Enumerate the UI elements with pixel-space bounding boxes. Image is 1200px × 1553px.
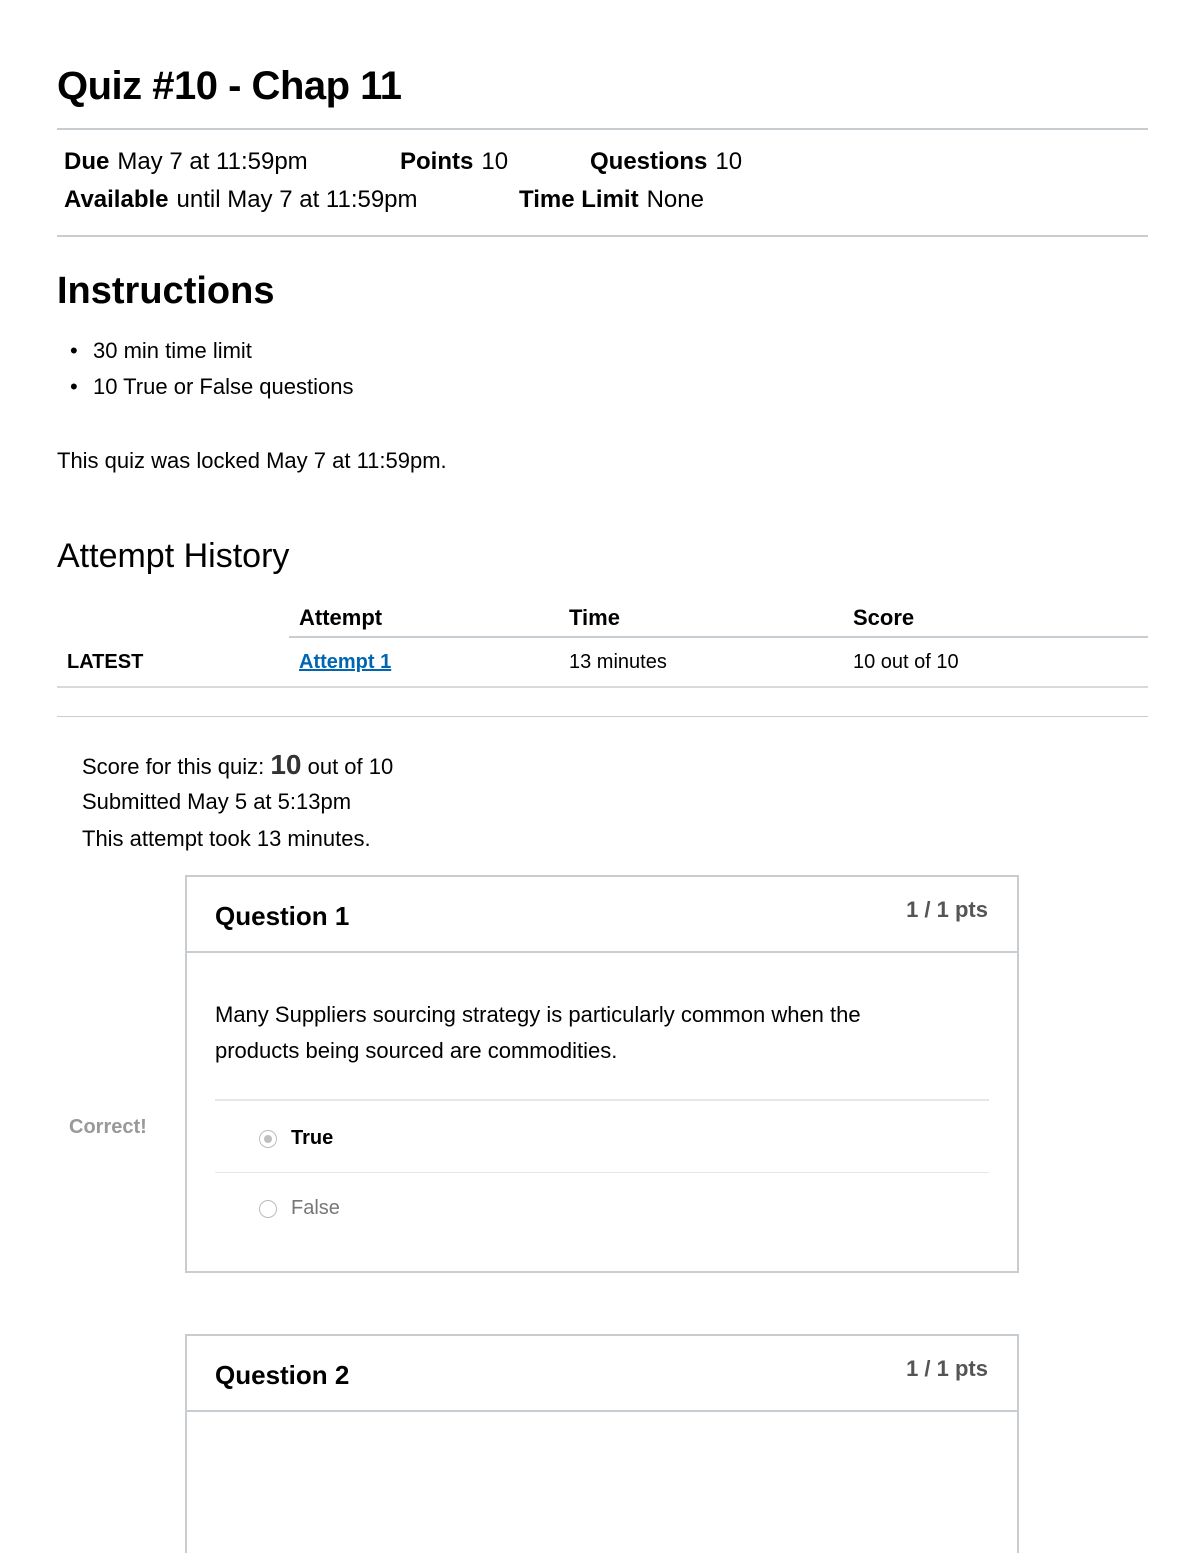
points-info: Points 10 xyxy=(400,148,509,175)
attempt-history-table xyxy=(57,598,1148,688)
score-summary xyxy=(82,750,393,861)
attempt-link[interactable]: Attempt 1 xyxy=(299,651,392,673)
score-value: 10 xyxy=(270,749,302,780)
question-card xyxy=(185,875,1019,1273)
question-card xyxy=(185,1334,1019,1553)
duration-line: This attempt took 13 minutes. xyxy=(82,826,371,851)
answer-divider xyxy=(215,1172,989,1173)
time-limit-info: Time Limit None xyxy=(519,186,704,213)
submitted-line: Submitted May 5 at 5:13pm xyxy=(82,789,352,814)
attempt-history-heading: Attempt History xyxy=(57,537,290,575)
answer-label: False xyxy=(291,1197,340,1219)
instruction-item: • 10 True or False questions xyxy=(70,374,353,410)
correct-indicator: Correct! xyxy=(69,1116,147,1138)
score-line: Score for this quiz: 10 out of 10 xyxy=(82,749,394,780)
question-header xyxy=(187,1336,1017,1412)
answer-option-true[interactable] xyxy=(259,1127,333,1150)
due-info: Due May 7 at 11:59pm xyxy=(64,148,308,175)
question-points: 1 / 1 pts xyxy=(906,1356,988,1381)
divider xyxy=(57,716,1148,717)
table-header xyxy=(57,598,1148,638)
instructions-list xyxy=(70,338,353,410)
lock-note: This quiz was locked May 7 at 11:59pm. xyxy=(57,448,447,473)
question-points: 1 / 1 pts xyxy=(906,897,988,922)
available-info: Available until May 7 at 11:59pm xyxy=(64,186,418,213)
question-header xyxy=(187,877,1017,953)
instruction-item: • 30 min time limit xyxy=(70,338,353,374)
question-text: Many Suppliers sourcing strategy is particularly common when the products being sourced are commodities. xyxy=(215,1002,861,1063)
page-title: Quiz #10 - Chap 11 xyxy=(57,64,402,108)
table-row xyxy=(57,638,1148,688)
attempt-status: LATEST xyxy=(67,651,144,673)
column-header-score: Score xyxy=(853,605,915,630)
question-title: Question 1 xyxy=(215,901,350,931)
column-header-attempt: Attempt xyxy=(299,605,383,630)
answer-divider xyxy=(215,1099,989,1101)
question-title: Question 2 xyxy=(215,1360,350,1390)
divider xyxy=(57,128,1148,130)
attempt-score: 10 out of 10 xyxy=(853,651,959,673)
answer-label: True xyxy=(291,1127,334,1149)
radio-selected-icon[interactable] xyxy=(259,1130,277,1148)
column-header-time: Time xyxy=(569,605,620,630)
attempt-time: 13 minutes xyxy=(569,651,667,673)
radio-icon[interactable] xyxy=(259,1200,277,1218)
instructions-heading: Instructions xyxy=(57,270,275,312)
divider xyxy=(57,235,1148,237)
answer-option-false[interactable] xyxy=(259,1197,340,1220)
questions-info: Questions 10 xyxy=(590,148,743,175)
